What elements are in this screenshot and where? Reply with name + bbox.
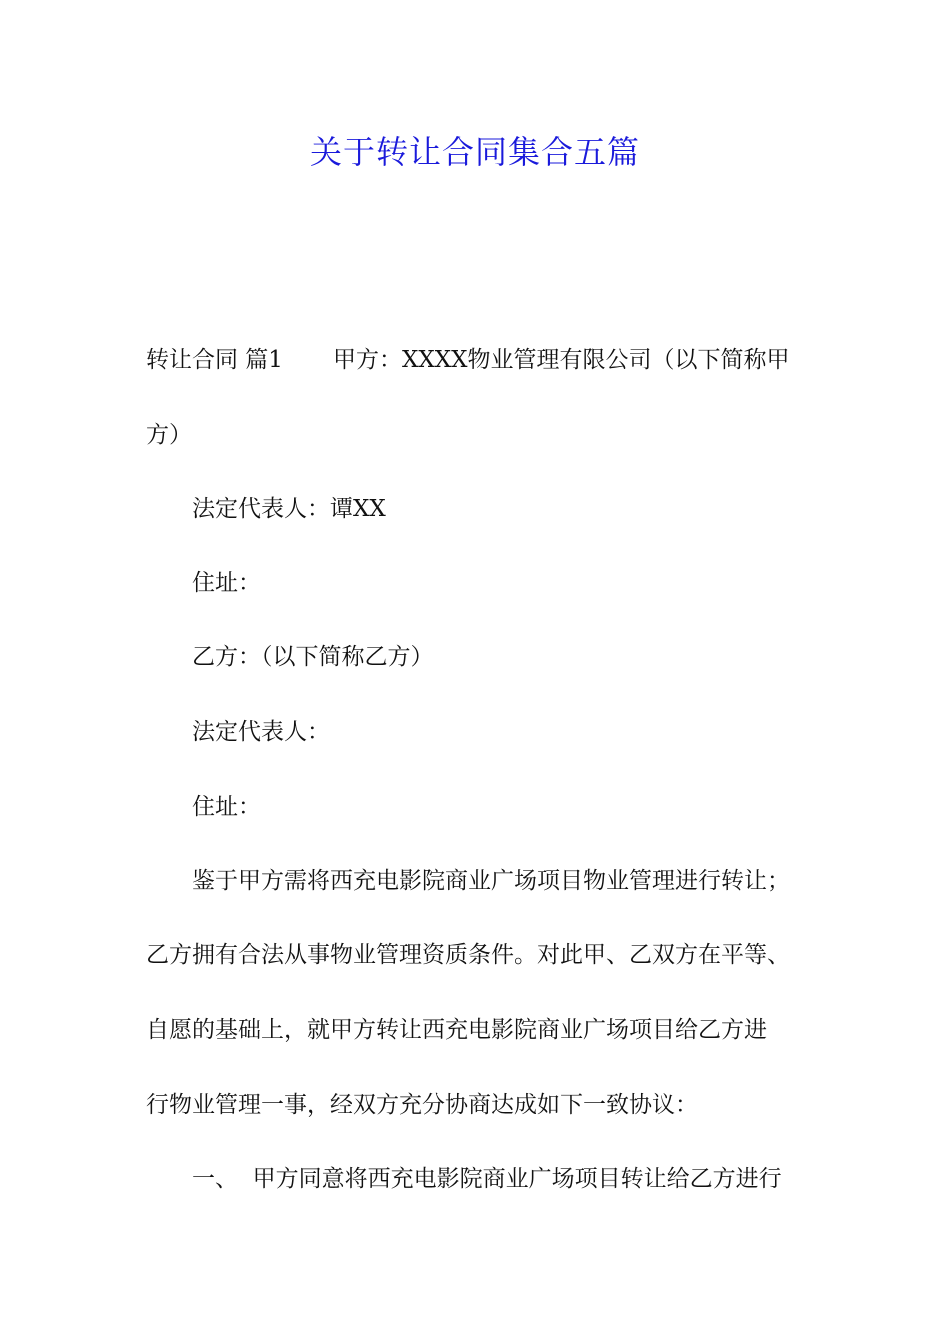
body-paragraph-line-1: 鉴于甲方需将西充电影院商业广场项目物业管理进行转让； [192, 868, 790, 894]
party-a-name: 甲方：XXXX物业管理有限公司（以下简称甲 [332, 347, 790, 373]
section-heading: 转让合同 篇1 [146, 347, 283, 373]
party-a-address: 住址： [192, 570, 261, 596]
party-b-address: 住址： [192, 794, 261, 820]
clause-1-line: 一、 甲方同意将西充电影院商业广场项目转让给乙方进行 [192, 1166, 782, 1192]
document-title: 关于转让合同集合五篇 [309, 133, 640, 171]
body-line-1 [146, 343, 789, 377]
body-line-2: 方） [146, 422, 192, 448]
body-paragraph-line-2: 乙方拥有合法从事物业管理资质条件。对此甲、乙双方在平等、 [146, 942, 790, 968]
body-paragraph-line-3: 自愿的基础上，就甲方转让西充电影院商业广场项目给乙方进 [146, 1017, 767, 1043]
party-b-name: 乙方：（以下简称乙方） [192, 644, 434, 670]
body-paragraph-line-4: 行物业管理一事，经双方充分协商达成如下一致协议： [146, 1092, 698, 1118]
party-b-representative: 法定代表人： [192, 719, 330, 745]
party-a-representative: 法定代表人：谭XX [192, 496, 386, 522]
